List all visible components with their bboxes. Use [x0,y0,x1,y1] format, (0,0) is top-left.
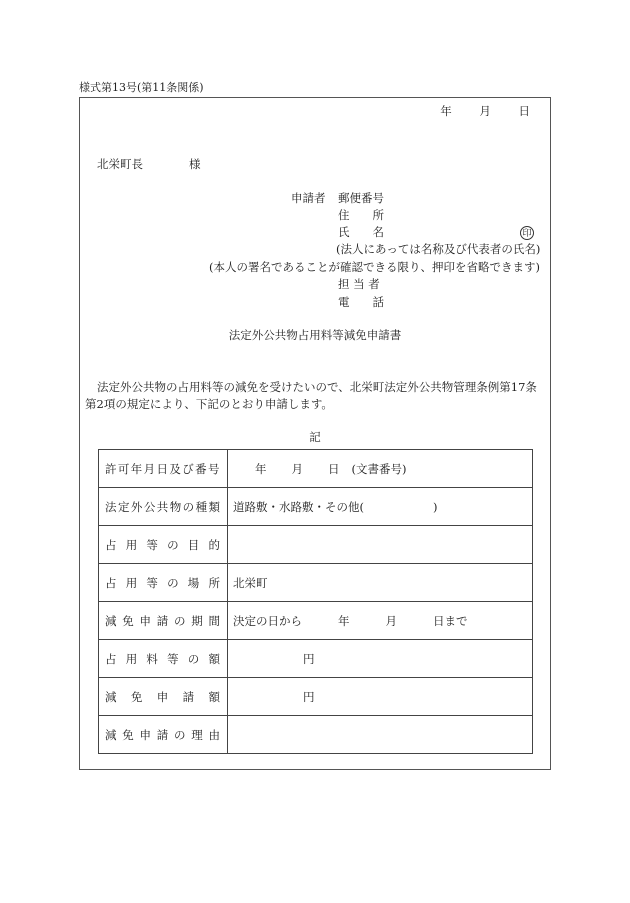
fee-currency: 円 [303,651,315,666]
corporation-note: (法人にあっては名称及び代表者の氏名) [336,242,541,256]
label-char: 番 [195,461,208,476]
document-title: 法定外公共物占用料等減免申請書 [228,328,402,342]
name-label: 氏 名 [338,225,384,239]
label-char: 公 [143,499,156,514]
table-row [99,488,533,526]
form-number: 様式第13号(第11条関係) [79,81,204,94]
postal-code-label: 郵便番号 [338,191,384,205]
application-table [98,449,533,754]
label-char: 用 [125,537,138,552]
reason-cell[interactable] [228,716,533,754]
label-char: 料 [146,651,158,666]
row-label [99,537,227,553]
label-char: 外 [130,499,143,514]
year-label: 年 [440,104,453,118]
label-char: 免 [122,613,134,628]
addressee-name: 北栄町長 [97,157,143,171]
label-char: 期 [191,613,203,628]
label-char: 額 [208,689,220,704]
label-char: の [187,651,200,666]
label-char: 及 [169,461,182,476]
label-char: 日 [156,461,169,476]
label-char: 許 [105,461,117,476]
row-label [99,499,227,515]
label-char: 等 [167,651,179,666]
label-char: 等 [146,537,158,552]
label-char: び [182,461,195,476]
label-char: 年 [130,461,143,476]
label-char: 占 [105,651,117,666]
permit-doc-number: (文書番号) [351,461,407,476]
row-label-cell [99,716,228,754]
period-month: 月 [385,613,397,628]
fee-amount-cell[interactable] [228,640,533,678]
row-label-cell [99,450,228,488]
reduction-currency: 円 [303,689,315,704]
table-row [99,602,533,640]
label-char: の [174,727,186,742]
address-label: 住 所 [338,208,384,222]
addressee-honorific: 様 [189,157,201,171]
table-row [99,526,533,564]
label-char: 用 [125,651,138,666]
period-end: 日まで [433,613,468,628]
purpose-cell[interactable] [228,526,533,564]
label-char: 号 [208,461,220,476]
row-label-cell [99,640,228,678]
label-char: 免 [122,727,134,742]
label-char: 所 [208,575,220,590]
row-label-cell [99,602,228,640]
row-label-cell [99,564,228,602]
label-char: 場 [187,575,200,590]
period-year: 年 [338,613,350,628]
addressee [97,159,201,171]
row-label [99,727,227,743]
seal-mark: 印 [520,226,534,240]
label-char: 申 [156,689,169,704]
row-label [99,575,227,591]
row-label [99,651,227,667]
label-char: 額 [208,651,220,666]
label-char: 減 [105,613,117,628]
label-char: 請 [156,727,169,742]
label-char: 用 [125,575,138,590]
permit-year: 年 [255,461,267,476]
label-char: 的 [208,537,220,552]
label-char: 申 [139,613,151,628]
table-row [99,640,533,678]
row-label [99,461,227,477]
label-char: 法 [105,499,117,514]
label-char: 請 [156,613,169,628]
ki-heading: 記 [309,430,321,444]
permit-date-cell[interactable] [228,450,533,488]
label-char: 理 [191,727,203,742]
signature-note: (本人の署名であることが確認できる限り、押印を省略できます) [209,260,540,274]
row-label-cell [99,678,228,716]
label-char: 定 [117,499,130,514]
label-char: 間 [208,613,220,628]
label-char: 等 [146,575,158,590]
label-char: 免 [130,689,143,704]
label-char: 可 [117,461,130,476]
label-char: 種 [195,499,208,514]
day-label: 日 [518,104,531,118]
label-char: 請 [182,689,195,704]
period-cell[interactable] [228,602,533,640]
row-label [99,689,227,705]
label-char: の [182,499,195,514]
public-property-type-cell[interactable]: 道路敷・水路敷・その他( ) [228,488,533,526]
body-line-2: 第2項の規定により、下記のとおり申請します。 [85,397,333,411]
label-char: の [174,613,186,628]
month-label: 月 [479,104,492,118]
reduction-amount-cell[interactable] [228,678,533,716]
applicant-label: 申請者 [291,191,326,205]
location-cell[interactable]: 北栄町 [228,564,533,602]
label-char: 目 [187,537,200,552]
table-row [99,564,533,602]
body-text [85,379,545,413]
row-label-cell [99,488,228,526]
label-char: 共 [156,499,169,514]
table-row [99,678,533,716]
label-char: の [167,537,179,552]
row-label-cell [99,526,228,564]
table-row [99,450,533,488]
label-char: 占 [105,575,117,590]
label-char: の [167,575,179,590]
label-char: 物 [169,499,182,514]
label-char: 由 [208,727,220,742]
table-row [99,716,533,754]
period-start: 決定の日から [233,613,302,628]
date-line [440,106,531,118]
label-char: 申 [139,727,151,742]
label-char: 減 [105,689,117,704]
label-char: 減 [105,727,117,742]
permit-month: 月 [291,461,303,476]
label-char: 占 [105,537,117,552]
label-char: 月 [143,461,156,476]
body-line-1: 法定外公共物の占用料等の減免を受けたいので、北栄町法定外公共物管理条例第17条 [97,380,537,394]
row-label [99,613,227,629]
phone-label: 電 話 [338,295,384,309]
permit-day: 日 [328,461,340,476]
label-char: 類 [208,499,220,514]
contact-person-label: 担 当 者 [338,277,380,291]
